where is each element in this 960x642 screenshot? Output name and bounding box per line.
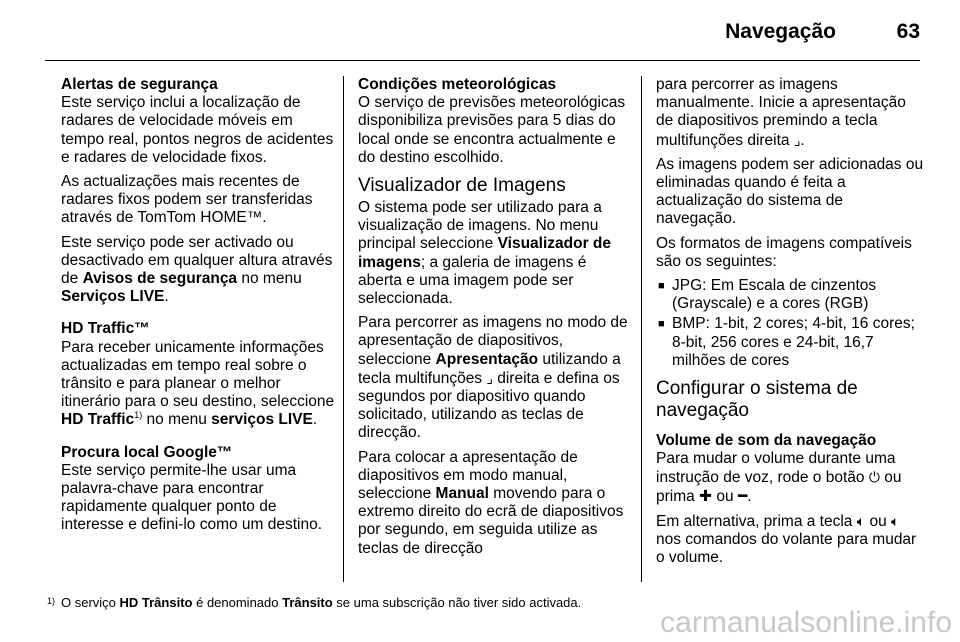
- text: ou: [865, 512, 891, 530]
- paragraph: [656, 76, 926, 150]
- list-item: ■ JPG: Em Escala de cinzentos (Grayscale) e a cores (RGB): [656, 277, 926, 313]
- text: no menu: [237, 270, 302, 288]
- volume-down-icon: 🔈︎: [891, 512, 900, 529]
- column-1: [61, 76, 336, 541]
- paragraph: [656, 512, 926, 568]
- menu-term: Serviços LIVE: [61, 288, 165, 306]
- paragraph: Este serviço inclui a localização de radares de velocidade móveis em tempo real, pontos negros de acidentes e radares de velocidade fixos.: [61, 94, 334, 166]
- menu-term: Apresentação: [435, 350, 539, 368]
- text: Em alternativa, prima a tecla: [656, 512, 857, 530]
- column-2: [358, 76, 628, 564]
- menu-term: Visualizador de imagens: [358, 235, 611, 271]
- menu-term: Trânsito: [282, 595, 333, 610]
- plus-icon: ✚: [699, 487, 713, 505]
- menu-term: HD Traffic: [61, 411, 135, 429]
- paragraph: [61, 339, 336, 430]
- paragraph: O serviço de previsões meteorológicas disponibiliza previsões para 5 dias do local onde se encontra actualmente e do destino escolhido.: [358, 94, 626, 166]
- text: Para percorrer as imagens no modo de apresentação de diapositivos, seleccione: [358, 314, 628, 368]
- text: .: [747, 487, 752, 505]
- text: ou: [712, 487, 738, 505]
- menu-term: serviços LIVE: [211, 411, 313, 429]
- text: se uma subscrição não tiver sido activada.: [332, 595, 582, 610]
- softkey-corner-icon: ⌟: [486, 369, 493, 386]
- text: .: [312, 411, 318, 429]
- power-knob-icon: ⏻: [868, 469, 880, 486]
- page-title: Navegação: [725, 20, 836, 43]
- watermark: carmanualsonline.info: [660, 606, 952, 639]
- column-divider-2: [641, 76, 642, 582]
- heading-configurar: Configurar o sistema de navegação: [656, 378, 858, 422]
- text: é denominado: [192, 595, 283, 610]
- text: para percorrer as imagens manualmente. Inicie a apresentação de diapositivos premindo a tecla multifunções direita: [656, 76, 906, 149]
- text: direita e defina os segundos por diapositivo quando solicitado, utilizando as teclas de direcção.: [358, 369, 620, 442]
- heading-visualizador: Visualizador de Imagens: [358, 175, 566, 197]
- menu-term: HD Trânsito: [119, 595, 193, 610]
- menu-term: Avisos de segurança: [82, 270, 238, 288]
- format-list: [656, 277, 926, 370]
- text: Para receber unicamente informações actualizadas em tempo real sobre o trânsito e para planear o melhor itinerário para o seu destino, seleccione: [61, 338, 335, 411]
- menu-term: Manual: [435, 485, 489, 503]
- paragraph: [358, 314, 628, 442]
- paragraph: [656, 450, 926, 506]
- text: Este serviço pode ser activado ou desactivado em qualquer altura através de: [61, 233, 333, 288]
- heading-meteo: Condições meteorológicas: [358, 76, 557, 93]
- paragraph: Este serviço permite-lhe usar uma palavra-chave para encontrar rapidamente qualquer ponto de interesse e defini-lo como um destino.: [61, 461, 323, 534]
- footnote: 1) O serviço HD Trânsito é denominado Trânsito se uma subscrição não tiver sido activada.: [47, 595, 582, 610]
- heading-hd-traffic: HD Traffic™: [61, 320, 150, 338]
- paragraph: [61, 234, 336, 307]
- text: Para colocar a apresentação de diapositivos em modo manual, seleccione: [358, 448, 578, 503]
- page-number: 63: [896, 20, 920, 43]
- text: .: [164, 288, 169, 306]
- minus-icon: ━: [737, 487, 748, 505]
- heading-volume: Volume de som da navegação: [656, 432, 877, 450]
- header-rule: [45, 60, 920, 61]
- paragraph: Os formatos de imagens compatíveis são os seguintes:: [656, 234, 912, 270]
- text: ; a galeria de imagens é aberta e uma imagem pode ser seleccionada.: [358, 253, 587, 308]
- paragraph: As actualizações mais recentes de radares fixos podem ser transferidas através de TomTom HOME™.: [61, 173, 313, 227]
- paragraph: [358, 199, 628, 308]
- page-header: [0, 18, 920, 48]
- text: ou prima: [656, 469, 902, 505]
- column-3: [656, 76, 926, 573]
- text: nos comandos do volante para mudar o volume.: [656, 531, 917, 567]
- column-divider-1: [343, 76, 344, 582]
- volume-up-icon: 🔈︎: [856, 512, 866, 529]
- paragraph: As imagens podem ser adicionadas ou eliminadas quando é feita a actualização do sistema de navegação.: [656, 155, 924, 228]
- text: utilizando a tecla multifunções: [358, 350, 621, 387]
- heading-alertas: Alertas de segurança: [61, 76, 218, 93]
- text: Para mudar o volume durante uma instrução de voz, rode o botão: [656, 450, 896, 487]
- text: no menu: [142, 411, 212, 429]
- text: O sistema pode ser utilizado para a visualização de imagens. No menu principal seleccione: [358, 199, 602, 253]
- softkey-corner-icon: ⌟: [793, 131, 801, 148]
- footnote-ref: 1): [134, 410, 143, 421]
- list-item: ■ BMP: 1-bit, 2 cores; 4-bit, 16 cores; 8-bit, 256 cores e 24-bit, 16,7 milhões de cores: [656, 315, 926, 370]
- paragraph: [358, 449, 628, 558]
- text: O serviço: [61, 595, 120, 610]
- text: .: [800, 131, 805, 149]
- text: movendo para o extremo direito do ecrã de diapositivos por segundo, em seguida utilize as teclas de direcção: [358, 485, 624, 557]
- heading-google: Procura local Google™: [61, 443, 233, 461]
